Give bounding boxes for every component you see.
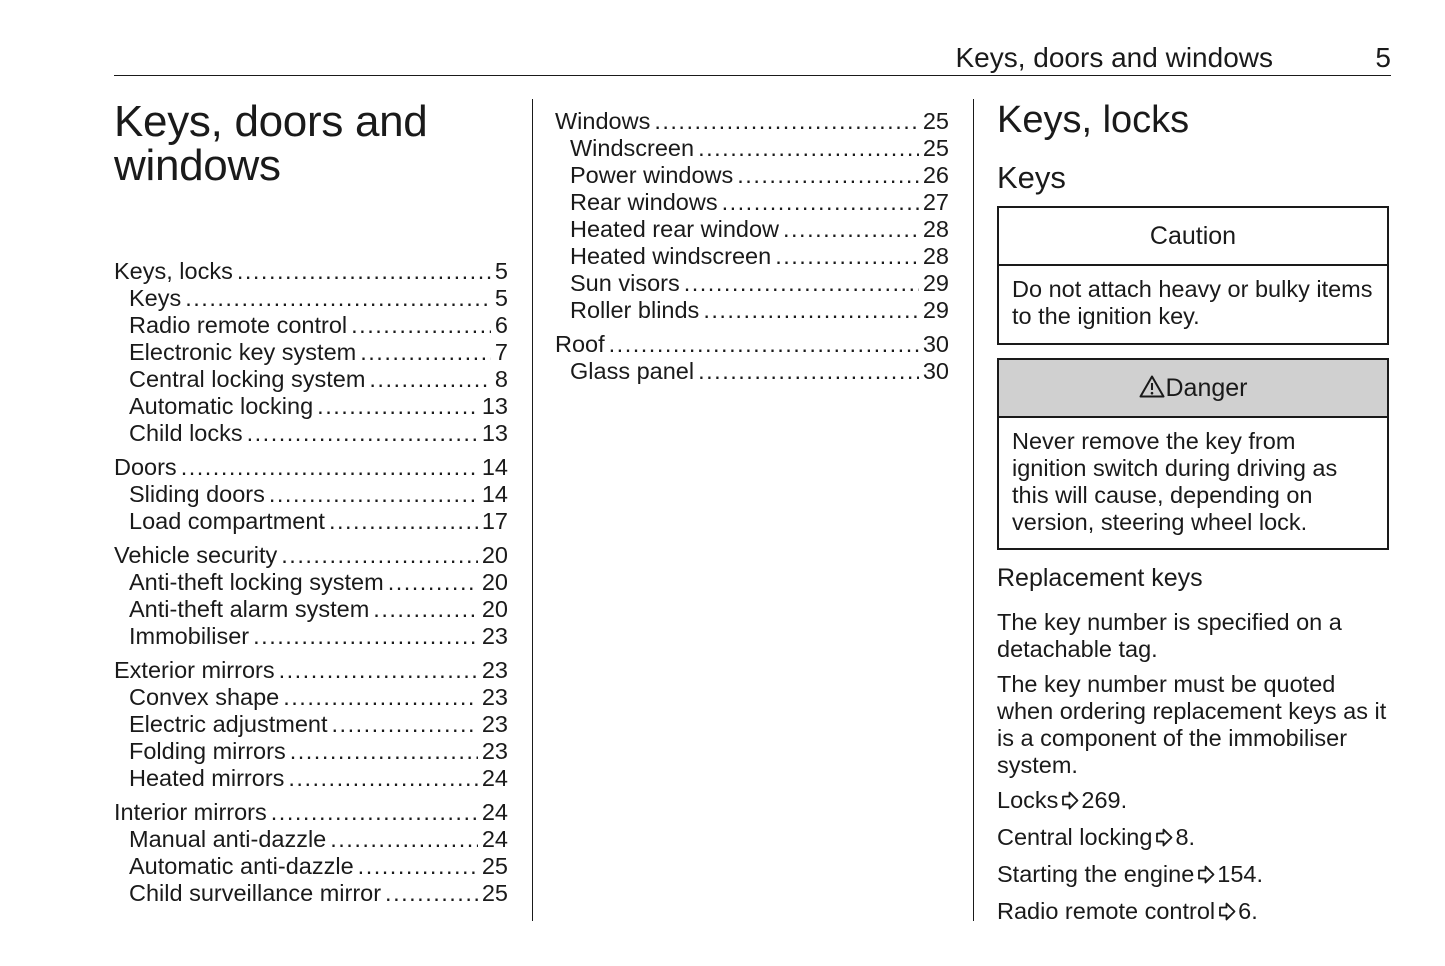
toc-page-number: 24 xyxy=(481,826,508,852)
toc-entry-title: Heated rear window xyxy=(570,216,779,242)
toc-entry-title: Vehicle security xyxy=(114,542,278,568)
toc-entry-title: Anti-theft alarm system xyxy=(129,596,370,622)
caution-text: Do not attach heavy or bulky items to the ignition key. xyxy=(1012,276,1373,329)
toc-page-number: 28 xyxy=(922,243,949,269)
toc-page-number: 13 xyxy=(481,420,508,446)
toc-entry-heated-rear-window[interactable] xyxy=(555,216,949,243)
toc-entry-title: Keys, locks xyxy=(114,258,233,284)
toc-entry-title: Radio remote control xyxy=(129,312,348,338)
toc-leader-dots xyxy=(775,243,919,270)
toc-leader-dots xyxy=(703,297,919,324)
toc-page-number: 28 xyxy=(922,216,949,242)
toc-page-number: 23 xyxy=(481,738,508,764)
cross-reference-central-locking[interactable] xyxy=(997,824,1397,853)
toc-page-number: 25 xyxy=(481,880,508,906)
toc-entry-manual-anti-dazzle[interactable] xyxy=(114,826,508,853)
page-number: 5 xyxy=(1375,42,1391,73)
toc-entry-electric-adjustment[interactable] xyxy=(114,711,508,738)
toc-entry-title: Automatic anti-dazzle xyxy=(129,853,354,879)
replacement-keys-body xyxy=(997,609,1397,935)
toc-entry-title: Anti-theft locking system xyxy=(129,569,384,595)
toc-heading-interior-mirrors[interactable] xyxy=(114,799,508,826)
danger-box xyxy=(997,358,1389,550)
toc-page-number: 8 xyxy=(494,366,508,392)
toc-entry-title: Sun visors xyxy=(570,270,680,296)
toc-heading-exterior-mirrors[interactable] xyxy=(114,657,508,684)
toc-entry-title: Load compartment xyxy=(129,508,325,534)
chapter-title-line1: Keys, doors and xyxy=(114,97,428,146)
section-title: Keys, locks xyxy=(997,99,1190,141)
toc-page-number: 14 xyxy=(481,454,508,480)
toc-entry-title: Manual anti-dazzle xyxy=(129,826,327,852)
toc-entry-title: Power windows xyxy=(570,162,734,188)
toc-page-number: 20 xyxy=(481,569,508,595)
toc-page-number: 23 xyxy=(481,711,508,737)
toc-page-number: 24 xyxy=(481,799,508,825)
toc-entry-convex-shape[interactable] xyxy=(114,684,508,711)
toc-page-number: 20 xyxy=(481,542,508,568)
toc-leader-dots xyxy=(317,393,478,420)
toc-page-number: 14 xyxy=(481,481,508,507)
toc-entry-title: Electric adjustment xyxy=(129,711,328,737)
subsection-title: Keys xyxy=(997,160,1066,195)
toc-page-number: 20 xyxy=(481,596,508,622)
toc-page-number: 13 xyxy=(481,393,508,419)
warning-triangle-icon xyxy=(1139,362,1165,418)
toc-entry-title: Windows xyxy=(555,108,651,134)
toc-entry-automatic-anti-dazzle[interactable] xyxy=(114,853,508,880)
toc-page-number: 24 xyxy=(481,765,508,791)
reference-page: 8. xyxy=(1175,824,1196,850)
reference-page: 154. xyxy=(1217,861,1264,887)
danger-header xyxy=(999,360,1387,418)
cross-references xyxy=(997,787,1397,927)
toc-entry-immobiliser[interactable] xyxy=(114,623,508,650)
toc-leader-dots xyxy=(330,826,478,853)
toc-group-vehicle-security xyxy=(114,542,508,650)
danger-text: Never remove the key from ignition switch during driving as this will cause, depending on version, steering wheel lock. xyxy=(1012,428,1338,535)
toc-leader-dots xyxy=(281,542,478,569)
paragraph: The key number must be quoted when ordering replacement keys as it is a component of the immobiliser system. xyxy=(997,671,1387,778)
toc-entry-radio-remote-control[interactable] xyxy=(114,312,508,339)
toc-leader-dots xyxy=(684,270,919,297)
caution-box xyxy=(997,206,1389,345)
toc-entry-title: Central locking system xyxy=(129,366,366,392)
toc-leader-dots xyxy=(783,216,919,243)
toc-leader-dots xyxy=(698,135,919,162)
toc-entry-title: Immobiliser xyxy=(129,623,250,649)
toc-entry-title: Doors xyxy=(114,454,177,480)
reference-label: Radio remote control xyxy=(997,898,1216,924)
toc-leader-dots xyxy=(358,853,478,880)
cross-reference-radio-remote-control[interactable] xyxy=(997,898,1397,927)
toc-entry-windscreen[interactable] xyxy=(555,135,949,162)
toc-group-exterior-mirrors xyxy=(114,657,508,792)
toc-group-windows xyxy=(555,108,949,324)
toc-page-number: 27 xyxy=(922,189,949,215)
toc-page-number: 30 xyxy=(922,331,949,357)
reference-label: Central locking xyxy=(997,824,1153,850)
toc-leader-dots xyxy=(722,189,919,216)
toc-leader-dots xyxy=(185,285,491,312)
toc-leader-dots xyxy=(329,508,478,535)
toc-leader-dots xyxy=(181,454,478,481)
toc-middle-column xyxy=(555,108,949,392)
toc-heading-doors[interactable] xyxy=(114,454,508,481)
toc-group-keys-locks xyxy=(114,258,508,447)
toc-leader-dots xyxy=(698,358,919,385)
toc-heading-windows[interactable] xyxy=(555,108,949,135)
toc-entry-child-locks[interactable] xyxy=(114,420,508,447)
page-reference-arrow-icon xyxy=(1197,863,1215,890)
toc-leader-dots xyxy=(288,765,477,792)
reference-label: Locks xyxy=(997,787,1059,813)
chapter-title-line2: windows xyxy=(114,141,281,190)
toc-entry-title: Heated windscreen xyxy=(570,243,772,269)
cross-reference-locks[interactable] xyxy=(997,787,1397,816)
toc-entry-heated-windscreen[interactable] xyxy=(555,243,949,270)
toc-entry-sliding-doors[interactable] xyxy=(114,481,508,508)
toc-entry-title: Roller blinds xyxy=(570,297,700,323)
toc-entry-title: Interior mirrors xyxy=(114,799,267,825)
toc-entry-anti-theft-locking-system[interactable] xyxy=(114,569,508,596)
toc-entry-title: Windscreen xyxy=(570,135,695,161)
toc-page-number: 23 xyxy=(481,684,508,710)
page-reference-arrow-icon xyxy=(1155,826,1173,853)
toc-page-number: 7 xyxy=(494,339,508,365)
toc-page-number: 17 xyxy=(481,508,508,534)
page-reference-arrow-icon xyxy=(1061,789,1079,816)
toc-page-number: 6 xyxy=(494,312,508,338)
column-divider-right xyxy=(973,99,974,921)
reference-label: Starting the engine xyxy=(997,861,1195,887)
toc-entry-child-surveillance-mirror[interactable] xyxy=(114,880,508,907)
caution-heading: Caution xyxy=(999,208,1387,266)
toc-entry-heated-mirrors[interactable] xyxy=(114,765,508,792)
toc-leader-dots xyxy=(385,880,478,907)
danger-heading: Danger xyxy=(1165,374,1248,402)
toc-leader-dots xyxy=(351,312,491,339)
toc-leader-dots xyxy=(654,108,919,135)
toc-entry-power-windows[interactable] xyxy=(555,162,949,189)
toc-heading-keys-locks[interactable] xyxy=(114,258,508,285)
toc-entry-load-compartment[interactable] xyxy=(114,508,508,535)
toc-leader-dots xyxy=(360,339,491,366)
toc-group-doors xyxy=(114,454,508,535)
toc-leader-dots xyxy=(332,711,478,738)
toc-leader-dots xyxy=(388,569,478,596)
toc-page-number: 5 xyxy=(494,285,508,311)
chapter-title xyxy=(114,97,514,190)
reference-page: 269. xyxy=(1081,787,1128,813)
toc-entry-title: Child surveillance mirror xyxy=(129,880,382,906)
toc-leader-dots xyxy=(283,684,478,711)
reference-page: 6. xyxy=(1238,898,1258,924)
toc-entry-rear-windows[interactable] xyxy=(555,189,949,216)
toc-entry-title: Electronic key system xyxy=(129,339,357,365)
toc-page-number: 23 xyxy=(481,657,508,683)
toc-leader-dots xyxy=(237,258,491,285)
toc-entry-title: Roof xyxy=(555,331,605,357)
toc-entry-sun-visors[interactable] xyxy=(555,270,949,297)
running-header xyxy=(114,40,1391,76)
toc-entry-glass-panel[interactable] xyxy=(555,358,949,385)
toc-entry-title: Automatic locking xyxy=(129,393,314,419)
toc-left-column xyxy=(114,258,508,914)
toc-entry-anti-theft-alarm-system[interactable] xyxy=(114,596,508,623)
page-reference-arrow-icon xyxy=(1218,900,1236,927)
replacement-keys-heading: Replacement keys xyxy=(997,564,1203,592)
toc-page-number: 29 xyxy=(922,297,949,323)
toc-entry-keys[interactable] xyxy=(114,285,508,312)
toc-leader-dots xyxy=(609,331,919,358)
toc-entry-folding-mirrors[interactable] xyxy=(114,738,508,765)
running-title: Keys, doors and windows xyxy=(955,42,1273,73)
toc-entry-title: Folding mirrors xyxy=(129,738,286,764)
toc-leader-dots xyxy=(271,799,478,826)
toc-entry-central-locking-system[interactable] xyxy=(114,366,508,393)
toc-page-number: 23 xyxy=(481,623,508,649)
toc-leader-dots xyxy=(290,738,478,765)
toc-entry-title: Convex shape xyxy=(129,684,280,710)
cross-reference-starting-the-engine[interactable] xyxy=(997,861,1397,890)
toc-entry-title: Keys xyxy=(129,285,182,311)
toc-group-roof xyxy=(555,331,949,385)
toc-entry-automatic-locking[interactable] xyxy=(114,393,508,420)
column-divider-left xyxy=(532,99,533,921)
toc-entry-roller-blinds[interactable] xyxy=(555,297,949,324)
toc-heading-vehicle-security[interactable] xyxy=(114,542,508,569)
toc-leader-dots xyxy=(737,162,919,189)
toc-leader-dots xyxy=(269,481,478,508)
paragraph: The key number is specified on a detachable tag. xyxy=(997,609,1342,662)
toc-leader-dots xyxy=(279,657,478,684)
toc-leader-dots xyxy=(373,596,478,623)
toc-leader-dots xyxy=(369,366,491,393)
toc-page-number: 25 xyxy=(922,108,949,134)
toc-entry-title: Glass panel xyxy=(570,358,695,384)
toc-entry-title: Heated mirrors xyxy=(129,765,285,791)
toc-entry-title: Sliding doors xyxy=(129,481,265,507)
toc-entry-title: Rear windows xyxy=(570,189,718,215)
toc-page-number: 30 xyxy=(922,358,949,384)
toc-group-interior-mirrors xyxy=(114,799,508,907)
toc-page-number: 25 xyxy=(922,135,949,161)
toc-heading-roof[interactable] xyxy=(555,331,949,358)
toc-page-number: 26 xyxy=(922,162,949,188)
toc-page-number: 25 xyxy=(481,853,508,879)
toc-page-number: 29 xyxy=(922,270,949,296)
toc-leader-dots xyxy=(253,623,478,650)
toc-leader-dots xyxy=(247,420,478,447)
toc-entry-title: Child locks xyxy=(129,420,243,446)
toc-entry-electronic-key-system[interactable] xyxy=(114,339,508,366)
toc-entry-title: Exterior mirrors xyxy=(114,657,275,683)
toc-page-number: 5 xyxy=(494,258,508,284)
